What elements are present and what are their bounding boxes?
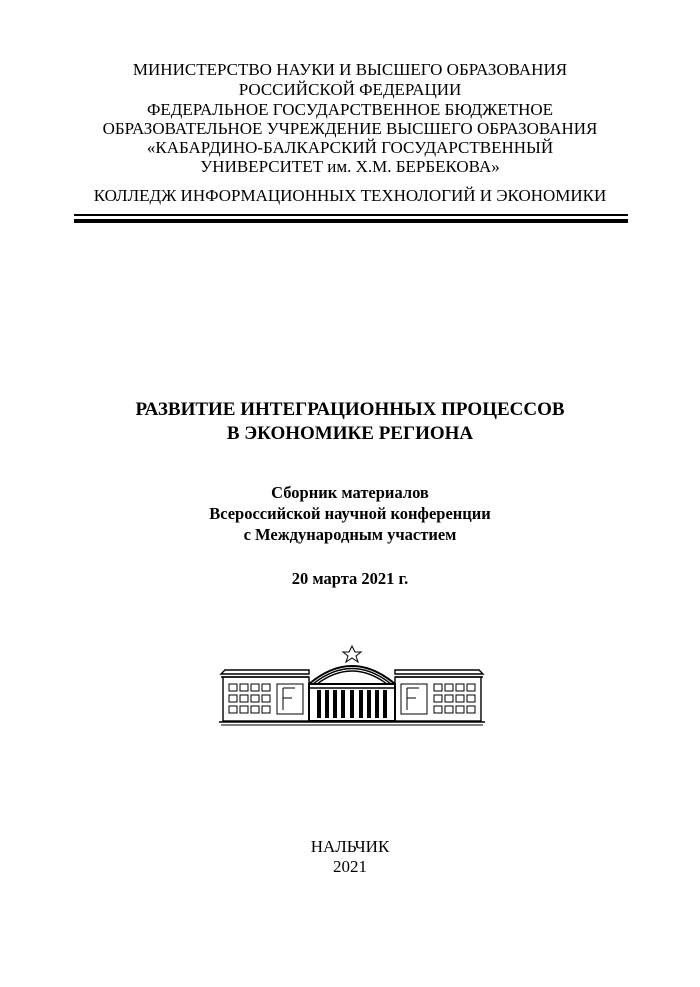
- ministry-line-1: МИНИСТЕРСТВО НАУКИ И ВЫСШЕГО ОБРАЗОВАНИЯ: [132, 60, 568, 79]
- publication-year: 2021: [333, 857, 367, 876]
- university-line-2: УНИВЕРСИТЕТ им. Х.М. БЕРБЕКОВА»: [200, 157, 500, 176]
- ministry-line-2: РОССИЙСКОЙ ФЕДЕРАЦИИ: [238, 80, 462, 99]
- subtitle-line-2: Всероссийской научной конференции: [209, 504, 491, 523]
- university-line-1: «КАБАРДИНО-БАЛКАРСКИЙ ГОСУДАРСТВЕННЫЙ: [146, 138, 554, 157]
- institution-line-1: ФЕДЕРАЛЬНОЕ ГОСУДАРСТВЕННОЕ БЮДЖЕТНОЕ: [146, 100, 554, 119]
- title-line-1: РАЗВИТИЕ ИНТЕГРАЦИОННЫХ ПРОЦЕССОВ: [135, 399, 565, 420]
- subtitle-line-1: Сборник материалов: [271, 483, 429, 502]
- college-name: КОЛЛЕДЖ ИНФОРМАЦИОННЫХ ТЕХНОЛОГИЙ И ЭКОНОМИКИ: [93, 186, 607, 205]
- header-rule-thick: [74, 219, 628, 223]
- university-building-icon: [219, 644, 485, 728]
- publication-city: НАЛЬЧИК: [310, 837, 390, 856]
- title-line-2: В ЭКОНОМИКЕ РЕГИОНА: [226, 423, 474, 444]
- institution-line-2: ОБРАЗОВАТЕЛЬНОЕ УЧРЕЖДЕНИЕ ВЫСШЕГО ОБРАЗОВАНИЯ: [102, 119, 598, 138]
- conference-date: 20 марта 2021 г.: [291, 569, 409, 588]
- header-rule-thin: [74, 214, 628, 216]
- subtitle-line-3: с Международным участием: [243, 525, 457, 544]
